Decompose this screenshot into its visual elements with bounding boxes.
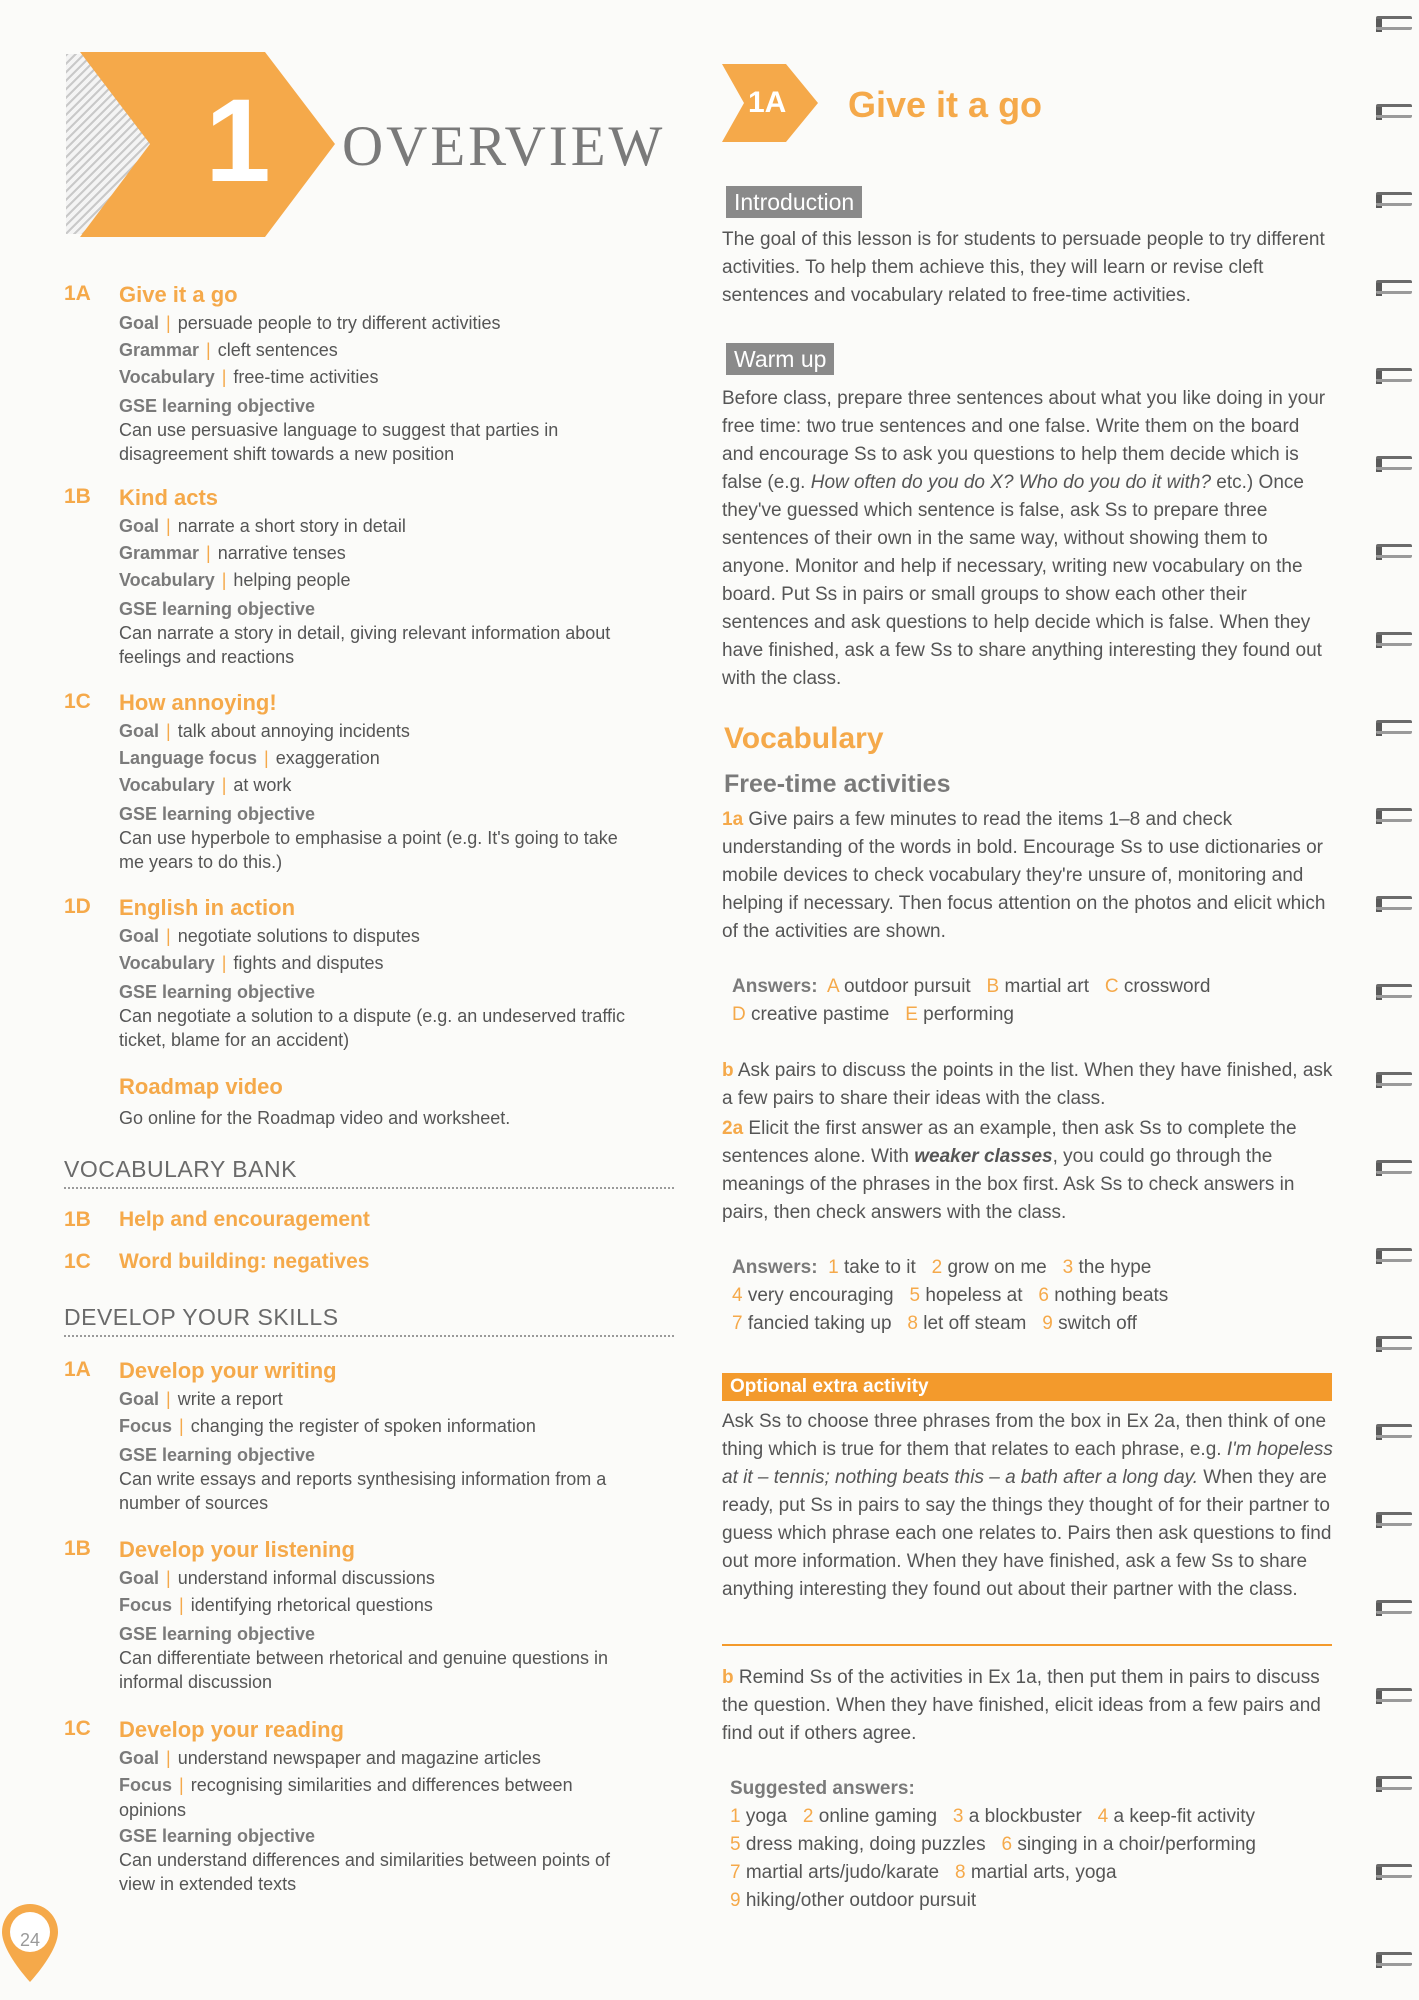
spiral-coil: [1376, 190, 1416, 212]
skill-title[interactable]: Develop your listening: [119, 1537, 355, 1562]
lesson-row: Goal | negotiate solutions to disputes: [119, 926, 420, 946]
lesson-row: Goal | persuade people to try different activities: [119, 313, 501, 333]
unit-number: 1: [205, 75, 271, 207]
skill-row: opinions: [119, 1800, 187, 1820]
optional-activity-bar: Optional extra activity: [722, 1373, 1332, 1401]
spiral-coil: [1376, 630, 1416, 652]
gse-label: GSE learning objective: [119, 804, 316, 824]
spiral-coil: [1376, 278, 1416, 300]
gse-text: Can narrate a story in detail, giving relevant information about: [119, 623, 611, 643]
overview-title: OVERVIEW: [342, 115, 666, 178]
warmup-text: Before class, prepare three sentences about what you like doing in your free time: two true sentences and one false. Write them on the board and encourage Ss to ask you questions to help them decide which is false (e.g. How often do you do X? Who do you do it with? etc.) Once they've guessed which sentence is false, ask Ss to prepare three sentences of their own in the same way, without showing them to anyone. Monitor and help if necessary, writing new vocabulary on the board. Put Ss in pairs or small groups to show each other their sentences and ask questions to help decide which is false. When they have finished, ask a few Ss to share anything interesting they found out with the class.: [722, 388, 1326, 689]
lesson-row: Vocabulary | free-time activities: [119, 367, 379, 387]
roadmap-title[interactable]: Roadmap video: [119, 1074, 283, 1099]
gse-label: GSE learning objective: [119, 982, 316, 1002]
spiral-coil: [1376, 542, 1416, 564]
spiral-coil: [1376, 1422, 1416, 1444]
gse-text: Can use hyperbole to emphasise a point (e.g. It's going to take: [119, 828, 618, 848]
overview-hero: [60, 52, 666, 242]
spiral-coil: [1376, 1158, 1416, 1180]
exercise-2b: b Remind Ss of the activities in Ex 1a, then put them in pairs to discuss the question. When they have finished, elicit ideas from a few pairs and find out if others agree.: [722, 1667, 1321, 1744]
lesson-row: Goal | narrate a short story in detail: [119, 516, 406, 536]
spiral-coil: [1376, 1246, 1416, 1268]
lesson-title[interactable]: Kind acts: [119, 485, 219, 510]
lesson-row: Goal | talk about annoying incidents: [119, 721, 410, 741]
spiral-coil: [1376, 1598, 1416, 1620]
lesson-row: Vocabulary | helping people: [119, 570, 351, 590]
gse-label: GSE learning objective: [119, 396, 316, 416]
spiral-coil: [1376, 1334, 1416, 1356]
gse-text: me years to do this.): [119, 852, 283, 872]
spiral-coil: [1376, 1774, 1416, 1796]
exercise-1a: 1a Give pairs a few minutes to read the items 1–8 and check understanding of the words in bold. Encourage Ss to use dictionaries or mobile devices to check vocabulary they're unsure of, monitoring and helping if necessary. Then focus attention on the photos and elicit which of the activities are shown.: [722, 809, 1326, 942]
vocabulary-subheading: Free-time activities: [724, 770, 951, 798]
lesson-row: Language focus | exaggeration: [119, 748, 380, 768]
lesson-row: Grammar | narrative tenses: [119, 543, 346, 563]
gse-label: GSE learning objective: [119, 599, 316, 619]
vocab-bank-heading: VOCABULARY BANK: [64, 1156, 674, 1189]
spiral-coil: [1376, 1862, 1416, 1884]
skill-title[interactable]: Develop your writing: [119, 1358, 337, 1383]
spiral-coil: [1376, 806, 1416, 828]
spiral-coil: [1376, 1510, 1416, 1532]
answers-1a: Answers: A outdoor pursuit B martial art C crossword D creative pastime E performing: [732, 976, 1211, 1025]
lesson-row: Vocabulary | fights and disputes: [119, 953, 384, 973]
exercise-2a: 2a Elicit the first answer as an example, then ask Ss to complete the sentences alone. With weaker classes, you could go through the meanings of the phrases in the box first. Ask Ss to check answers in pairs, then check answers with the class.: [722, 1118, 1297, 1223]
skill-row: Goal | write a report: [119, 1389, 283, 1409]
spiral-coil: [1376, 14, 1416, 36]
lesson-row: Vocabulary | at work: [119, 775, 292, 795]
skill-row: Goal | understand newspaper and magazine articles: [119, 1748, 541, 1768]
vocab-bank-item[interactable]: 1C Word building: negatives: [64, 1250, 370, 1273]
skill-row: Goal | understand informal discussions: [119, 1568, 435, 1588]
lesson-code: 1B: [64, 485, 91, 508]
lesson-title[interactable]: How annoying!: [119, 690, 277, 715]
vocab-bank-item[interactable]: 1B Help and encouragement: [64, 1208, 370, 1231]
lesson-title[interactable]: English in action: [119, 895, 296, 920]
lesson-title[interactable]: Give it a go: [119, 282, 238, 307]
introduction-text: The goal of this lesson is for students to persuade people to try different activities. To help them achieve this, they will learn or revise cleft sentences and vocabulary related to free-time activities.: [722, 229, 1325, 306]
skills-heading: DEVELOP YOUR SKILLS: [64, 1304, 674, 1337]
spiral-coil: [1376, 718, 1416, 740]
spiral-coil: [1376, 982, 1416, 1004]
page-number: 24: [19, 1930, 41, 1950]
lesson-tag-code: 1A: [748, 86, 787, 119]
spiral-coil: [1376, 1070, 1416, 1092]
spiral-coil: [1376, 454, 1416, 476]
warmup-label: Warm up: [726, 343, 834, 375]
skill-title[interactable]: Develop your reading: [119, 1717, 344, 1742]
roadmap-text: Go online for the Roadmap video and worksheet.: [119, 1108, 511, 1128]
vocabulary-heading: Vocabulary: [724, 722, 884, 755]
gse-text: disagreement shift towards a new position: [119, 444, 455, 464]
spiral-coil: [1376, 102, 1416, 124]
introduction-label: Introduction: [726, 186, 862, 218]
exercise-1b: b Ask pairs to discuss the points in the list. When they have finished, ask a few pairs to share their ideas with the class.: [722, 1060, 1333, 1109]
spiral-coil: [1376, 1686, 1416, 1708]
lesson-code: 1C: [64, 690, 91, 713]
lesson-tag-title: Give it a go: [848, 84, 1043, 125]
lesson-code: 1A: [64, 282, 91, 305]
lesson-row: Grammar | cleft sentences: [119, 340, 338, 360]
spiral-binding: [1374, 0, 1419, 2000]
roadmap-video[interactable]: [119, 1074, 510, 1129]
gse-text: ticket, blame for an accident): [119, 1030, 350, 1050]
answers-2a: Answers: 1 take to it 2 grow on me 3 the hype 4 very encouraging 5 hopeless at 6 nothing beats 7 fancied taking up 8 let off steam 9 switch off: [732, 1257, 1169, 1334]
optional-activity-rule: [722, 1644, 1332, 1646]
suggested-answers: Suggested answers: 1 yoga 2 online gaming 3 a blockbuster 4 a keep-fit activity 5 dress making, doing puzzles 6 singing in a choir/performing 7 martial arts/judo/karate 8 martial arts, yoga 9 hiking/other outdoor pursuit: [730, 1778, 1256, 1911]
skill-row: Focus | changing the register of spoken information: [119, 1416, 536, 1436]
gse-text: Can use persuasive language to suggest that parties in: [119, 420, 559, 440]
gse-text: Can negotiate a solution to a dispute (e.g. an undeserved traffic: [119, 1006, 626, 1026]
spiral-coil: [1376, 894, 1416, 916]
lesson-code: 1D: [64, 895, 91, 918]
gse-text: feelings and reactions: [119, 647, 295, 667]
skill-row: Focus | recognising similarities and differences between: [119, 1775, 573, 1795]
spiral-coil: [1376, 1950, 1416, 1972]
spiral-coil: [1376, 366, 1416, 388]
optional-activity-text: Ask Ss to choose three phrases from the box in Ex 2a, then think of one thing which is true for them that relates to each phrase, e.g. I'm hopeless at it – tennis; nothing beats this – a bath after a long day. When they are ready, put Ss in pairs to say the things they thought of for their partner to guess which phrase each one relates to. Pairs then ask questions to find out more information. When they have finished, ask a few Ss to share anything interesting they found out about their partner with the class.: [722, 1411, 1333, 1600]
skill-row: Focus | identifying rhetorical questions: [119, 1595, 433, 1615]
